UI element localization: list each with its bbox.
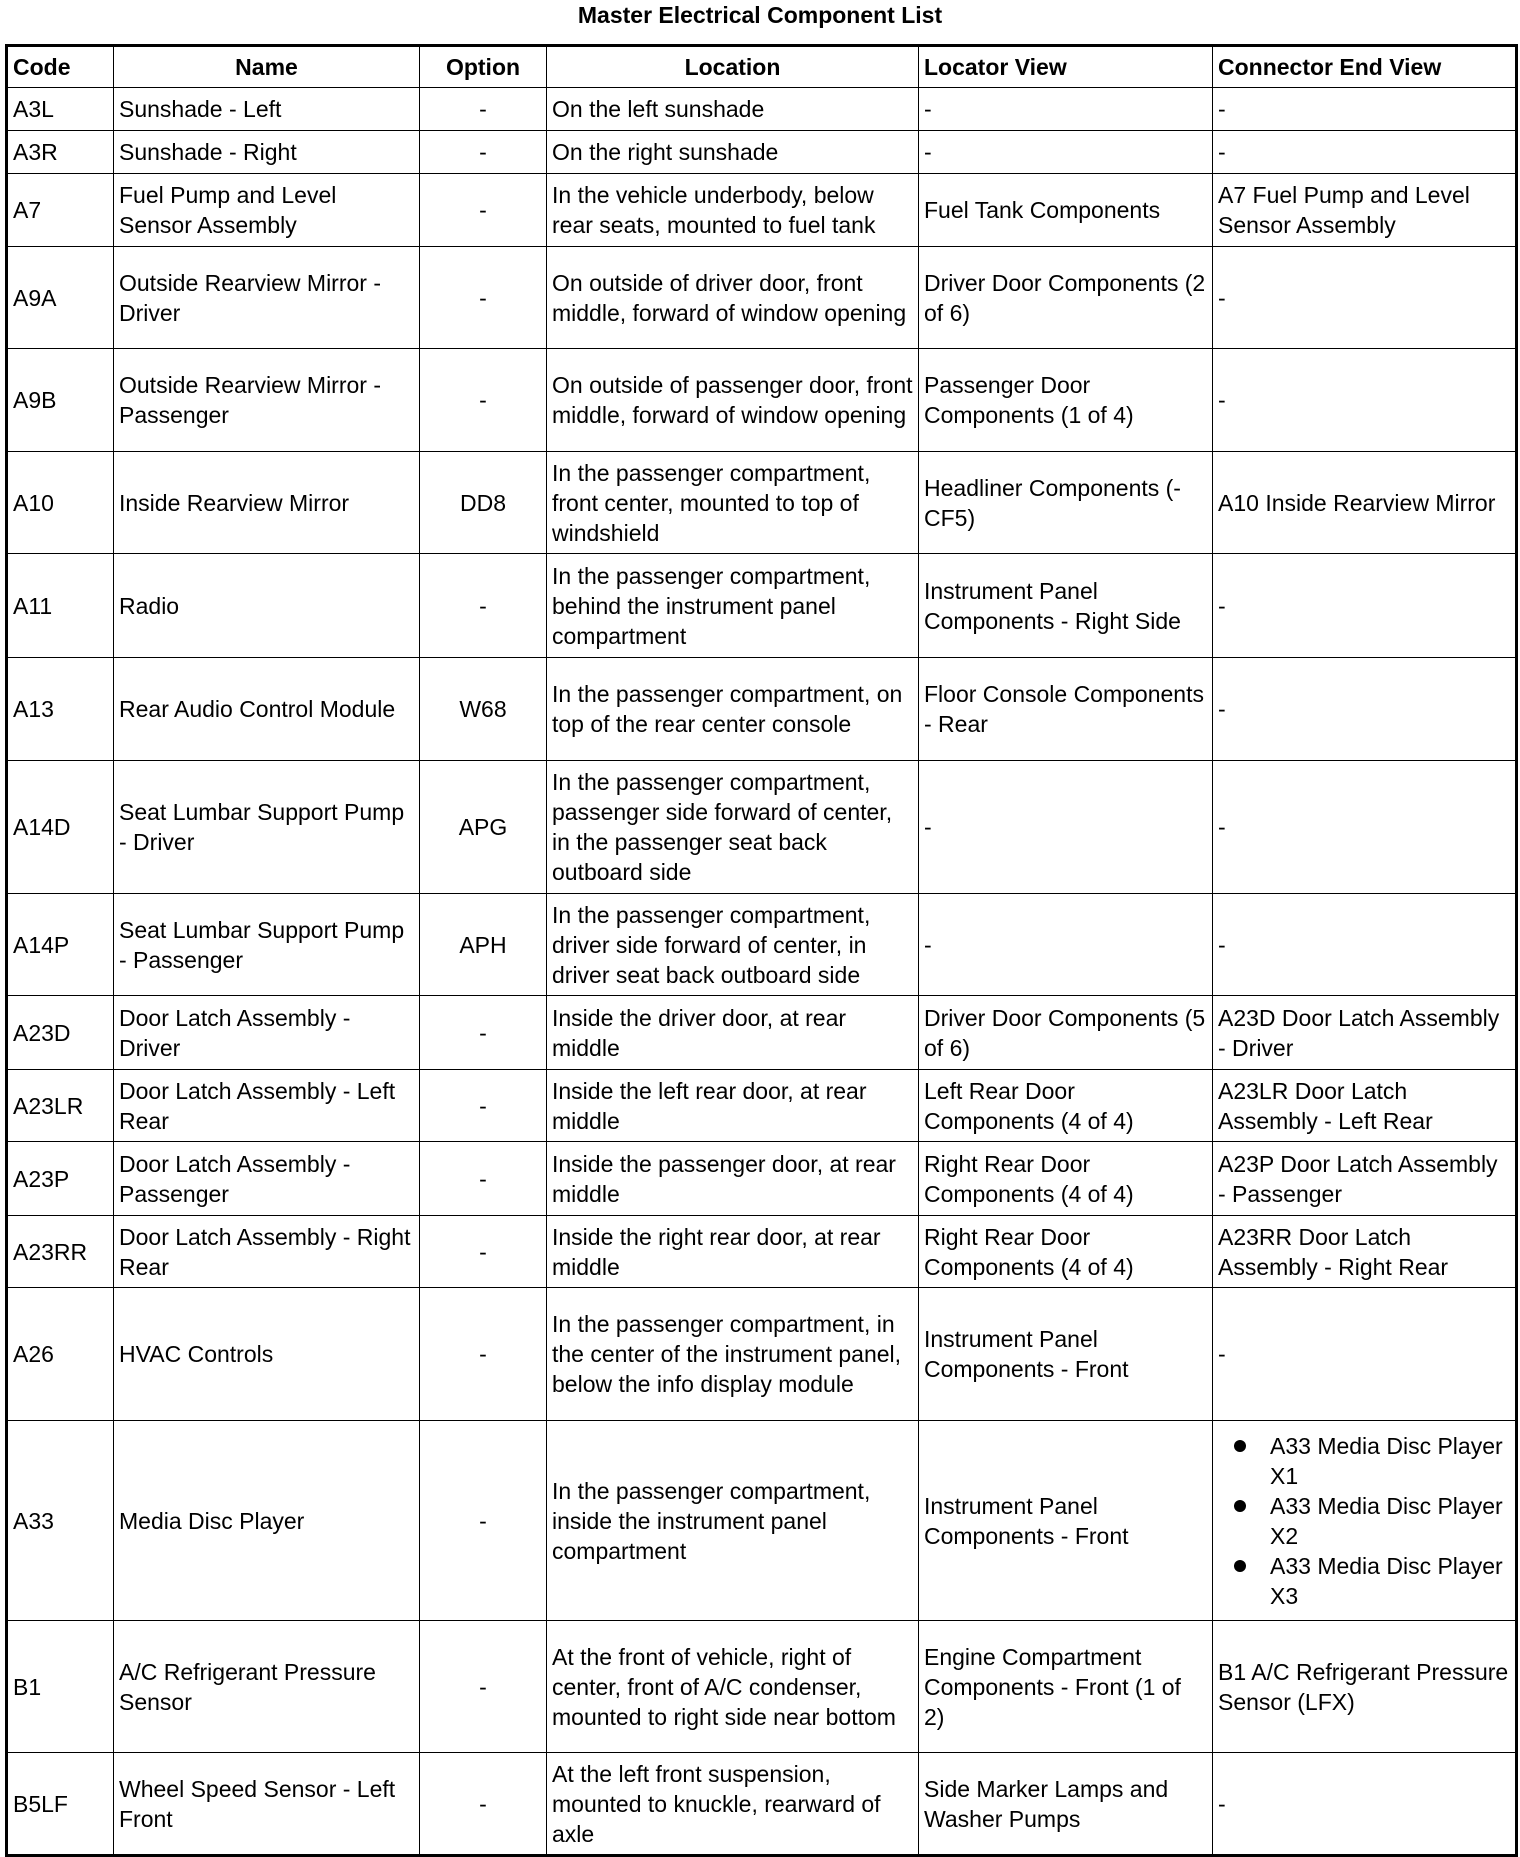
cell-option: - [420, 349, 547, 452]
cell-location: In the passenger compartment, front center, mounted to top of windshield [547, 452, 919, 554]
table-row [7, 1142, 1517, 1216]
cell-locator-view: - [919, 761, 1213, 894]
cell-code: A23LR [7, 1070, 114, 1142]
cell-connector-end-view: A23D Door Latch Assembly - Driver [1213, 996, 1517, 1070]
cell-location: Inside the left rear door, at rear middle [547, 1070, 919, 1142]
cell-code: A11 [7, 554, 114, 658]
cell-location: Inside the right rear door, at rear middle [547, 1216, 919, 1288]
cell-option: - [420, 554, 547, 658]
cell-option: APH [420, 894, 547, 996]
cell-code: A7 [7, 174, 114, 247]
table-row [7, 761, 1517, 894]
cell-code: A9B [7, 349, 114, 452]
cell-code: A33 [7, 1421, 114, 1621]
table-row [7, 658, 1517, 761]
cell-locator-view: - [919, 131, 1213, 174]
cell-location: In the passenger compartment, on top of the rear center console [547, 658, 919, 761]
cell-option: - [420, 1421, 547, 1621]
cell-connector-end-view: A23LR Door Latch Assembly - Left Rear [1213, 1070, 1517, 1142]
cell-connector-end-view: - [1213, 761, 1517, 894]
cell-location: In the passenger compartment, passenger side forward of center, in the passenger seat back outboard side [547, 761, 919, 894]
connector-list-item: A33 Media Disc Player X3 [1270, 1551, 1510, 1611]
cell-location: On the right sunshade [547, 131, 919, 174]
cell-name: Wheel Speed Sensor - Left Front [114, 1753, 420, 1856]
cell-connector-end-view: B1 A/C Refrigerant Pressure Sensor (LFX) [1213, 1621, 1517, 1753]
cell-name: Door Latch Assembly - Driver [114, 996, 420, 1070]
cell-locator-view: Driver Door Components (5 of 6) [919, 996, 1213, 1070]
header-code: Code [7, 46, 114, 88]
cell-code: B1 [7, 1621, 114, 1753]
cell-name: Media Disc Player [114, 1421, 420, 1621]
page-title: Master Electrical Component List [577, 2, 943, 28]
table-row [7, 349, 1517, 452]
cell-option: - [420, 88, 547, 131]
cell-location: On outside of passenger door, front middle, forward of window opening [547, 349, 919, 452]
cell-option: - [420, 131, 547, 174]
cell-code: A23P [7, 1142, 114, 1216]
cell-locator-view: Instrument Panel Components - Right Side [919, 554, 1213, 658]
cell-connector-end-view: - [1213, 131, 1517, 174]
table-row [7, 452, 1517, 554]
cell-locator-view: Right Rear Door Components (4 of 4) [919, 1142, 1213, 1216]
cell-location: Inside the driver door, at rear middle [547, 996, 919, 1070]
header-connector-end-view: Connector End View [1213, 46, 1517, 88]
cell-locator-view: Right Rear Door Components (4 of 4) [919, 1216, 1213, 1288]
cell-name: Outside Rearview Mirror - Passenger [114, 349, 420, 452]
cell-name: A/C Refrigerant Pressure Sensor [114, 1621, 420, 1753]
cell-locator-view: - [919, 88, 1213, 131]
cell-option: - [420, 1070, 547, 1142]
table-row [7, 131, 1517, 174]
cell-code: A3L [7, 88, 114, 131]
table-row [7, 174, 1517, 247]
cell-connector-end-view: - [1213, 88, 1517, 131]
cell-locator-view: Instrument Panel Components - Front [919, 1288, 1213, 1421]
cell-location: In the passenger compartment, in the center of the instrument panel, below the info display module [547, 1288, 919, 1421]
connector-list-item: A33 Media Disc Player X2 [1270, 1491, 1510, 1551]
cell-connector-end-view: - [1213, 349, 1517, 452]
cell-connector-end-view: A7 Fuel Pump and Level Sensor Assembly [1213, 174, 1517, 247]
cell-locator-view: Side Marker Lamps and Washer Pumps [919, 1753, 1213, 1856]
cell-connector-end-view: A23RR Door Latch Assembly - Right Rear [1213, 1216, 1517, 1288]
cell-location: In the vehicle underbody, below rear seats, mounted to fuel tank [547, 174, 919, 247]
table-row [7, 1621, 1517, 1753]
cell-location: On the left sunshade [547, 88, 919, 131]
cell-connector-end-view: - [1213, 247, 1517, 349]
cell-location: Inside the passenger door, at rear middle [547, 1142, 919, 1216]
cell-location: At the left front suspension, mounted to knuckle, rearward of axle [547, 1753, 919, 1856]
cell-connector-end-view: A10 Inside Rearview Mirror [1213, 452, 1517, 554]
cell-connector-end-view: - [1213, 1288, 1517, 1421]
table-row [7, 1070, 1517, 1142]
cell-name: Radio [114, 554, 420, 658]
connector-list-item: A33 Media Disc Player X1 [1270, 1431, 1510, 1491]
cell-option: - [420, 247, 547, 349]
cell-code: A13 [7, 658, 114, 761]
cell-locator-view: Passenger Door Components (1 of 4) [919, 349, 1213, 452]
cell-location: At the front of vehicle, right of center, front of A/C condenser, mounted to right side near bottom [547, 1621, 919, 1753]
cell-option: APG [420, 761, 547, 894]
cell-code: A23D [7, 996, 114, 1070]
cell-code: A9A [7, 247, 114, 349]
cell-location: In the passenger compartment, behind the instrument panel compartment [547, 554, 919, 658]
cell-name: Sunshade - Left [114, 88, 420, 131]
component-table [5, 44, 1518, 1857]
cell-name: Fuel Pump and Level Sensor Assembly [114, 174, 420, 247]
cell-name: Inside Rearview Mirror [114, 452, 420, 554]
cell-location: In the passenger compartment, driver side forward of center, in driver seat back outboard side [547, 894, 919, 996]
cell-option: W68 [420, 658, 547, 761]
table-row [7, 1421, 1517, 1621]
cell-connector-end-view [1213, 1421, 1517, 1621]
header-name: Name [114, 46, 420, 88]
cell-connector-end-view: - [1213, 894, 1517, 996]
cell-locator-view: Headliner Components (-CF5) [919, 452, 1213, 554]
cell-locator-view: Fuel Tank Components [919, 174, 1213, 247]
table-row [7, 554, 1517, 658]
cell-name: Door Latch Assembly - Right Rear [114, 1216, 420, 1288]
cell-option: - [420, 1753, 547, 1856]
cell-option: - [420, 174, 547, 247]
cell-locator-view: Engine Compartment Components - Front (1 of 2) [919, 1621, 1213, 1753]
cell-name: Seat Lumbar Support Pump - Passenger [114, 894, 420, 996]
cell-option: DD8 [420, 452, 547, 554]
header-option: Option [420, 46, 547, 88]
cell-option: - [420, 1621, 547, 1753]
cell-name: Seat Lumbar Support Pump - Driver [114, 761, 420, 894]
cell-name: HVAC Controls [114, 1288, 420, 1421]
cell-name: Sunshade - Right [114, 131, 420, 174]
cell-locator-view: Left Rear Door Components (4 of 4) [919, 1070, 1213, 1142]
cell-code: A14P [7, 894, 114, 996]
cell-locator-view: Floor Console Components - Rear [919, 658, 1213, 761]
cell-code: B5LF [7, 1753, 114, 1856]
cell-locator-view: - [919, 894, 1213, 996]
cell-code: A26 [7, 1288, 114, 1421]
cell-name: Rear Audio Control Module [114, 658, 420, 761]
cell-location: In the passenger compartment, inside the instrument panel compartment [547, 1421, 919, 1621]
cell-location: On outside of driver door, front middle, forward of window opening [547, 247, 919, 349]
header-locator-view: Locator View [919, 46, 1213, 88]
table-row [7, 894, 1517, 996]
table-row [7, 1216, 1517, 1288]
table-row [7, 996, 1517, 1070]
cell-code: A10 [7, 452, 114, 554]
table-row [7, 1753, 1517, 1856]
header-location: Location [547, 46, 919, 88]
cell-option: - [420, 1216, 547, 1288]
table-row [7, 1288, 1517, 1421]
cell-option: - [420, 1288, 547, 1421]
table-header-row [7, 46, 1517, 88]
cell-code: A23RR [7, 1216, 114, 1288]
cell-code: A14D [7, 761, 114, 894]
cell-connector-end-view: - [1213, 658, 1517, 761]
cell-name: Outside Rearview Mirror - Driver [114, 247, 420, 349]
cell-option: - [420, 996, 547, 1070]
cell-connector-end-view: - [1213, 1753, 1517, 1856]
cell-locator-view: Instrument Panel Components - Front [919, 1421, 1213, 1621]
cell-connector-end-view: A23P Door Latch Assembly - Passenger [1213, 1142, 1517, 1216]
cell-option: - [420, 1142, 547, 1216]
cell-locator-view: Driver Door Components (2 of 6) [919, 247, 1213, 349]
cell-name: Door Latch Assembly - Passenger [114, 1142, 420, 1216]
connector-list [1218, 1431, 1510, 1611]
table-row [7, 88, 1517, 131]
table-row [7, 247, 1517, 349]
cell-name: Door Latch Assembly - Left Rear [114, 1070, 420, 1142]
cell-code: A3R [7, 131, 114, 174]
cell-connector-end-view: - [1213, 554, 1517, 658]
